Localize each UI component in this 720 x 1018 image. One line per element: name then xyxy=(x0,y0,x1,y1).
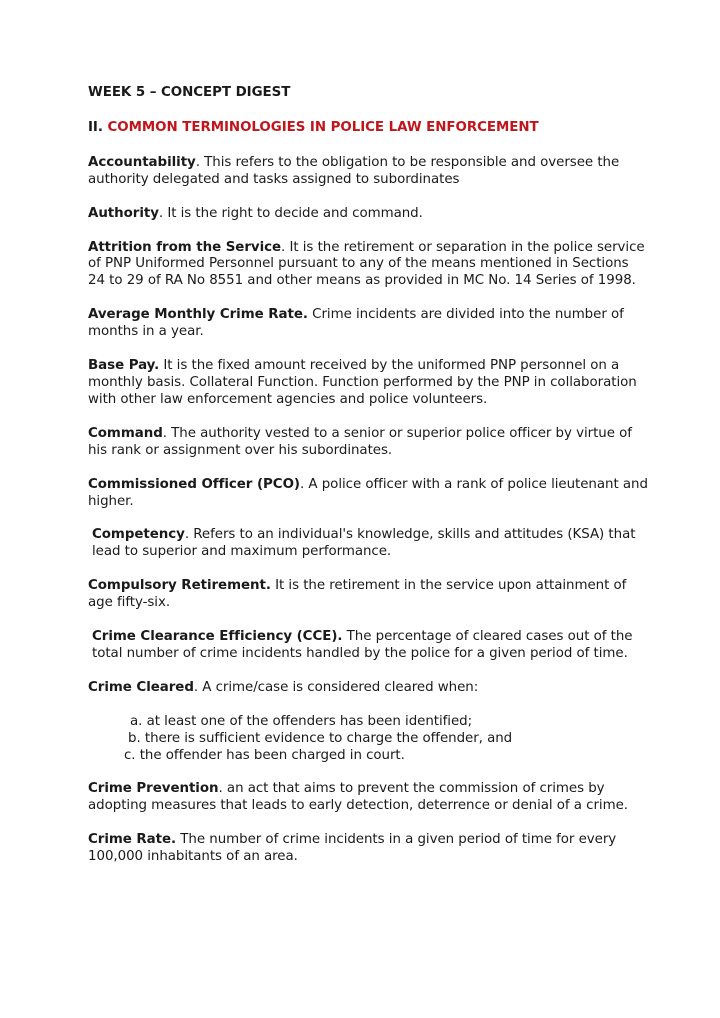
entry-compulsory-retirement xyxy=(88,578,648,612)
crime-cleared-list xyxy=(88,714,648,765)
entry-term: Crime Prevention xyxy=(88,781,219,797)
section-title: COMMON TERMINOLOGIES IN POLICE LAW ENFORCEMENT xyxy=(107,119,539,135)
entry-term: Average Monthly Crime Rate. xyxy=(88,307,308,323)
entry-average-monthly-crime-rate xyxy=(88,307,648,341)
entry-crime-rate xyxy=(88,832,648,866)
list-item: b. there is sufficient evidence to charge the offender, and xyxy=(128,730,513,746)
entry-definition: . Refers to an individual's knowledge, skills and attitudes (KSA) that lead to superior and maximum performance. xyxy=(92,527,636,560)
entry-definition: . This refers to the obligation to be responsible and oversee the authority delegated and tasks assigned to subordinates xyxy=(88,154,620,187)
entry-term: Compulsory Retirement. xyxy=(88,578,271,594)
entry-base-pay xyxy=(88,358,648,409)
entry-definition: . A police officer with a rank of police lieutenant and higher. xyxy=(88,476,648,509)
entry-crime-prevention xyxy=(88,781,648,815)
section-heading xyxy=(88,120,648,137)
entry-term: Competency xyxy=(92,527,185,543)
entry-crime-clearance-efficiency xyxy=(88,629,648,663)
entry-definition: . The authority vested to a senior or superior police officer by virtue of his rank or assignment over his subordinates. xyxy=(88,425,632,458)
entry-term: Crime Clearance Efficiency (CCE). xyxy=(92,629,343,645)
entry-term: Authority xyxy=(88,205,159,221)
entry-term: Crime Cleared xyxy=(88,679,194,695)
entry-definition: The number of crime incidents in a given period of time for every 100,000 inhabitants of an area. xyxy=(88,832,617,865)
entry-crime-cleared xyxy=(88,680,648,697)
entry-term: Base Pay. xyxy=(88,358,160,374)
entry-definition: . A crime/case is considered cleared when: xyxy=(193,679,479,695)
entry-term: Accountability xyxy=(88,154,196,170)
section-numeral: II. xyxy=(88,119,108,135)
list-item: c. the offender has been charged in court. xyxy=(124,747,405,763)
entry-accountability xyxy=(88,155,648,189)
entry-term: Commissioned Officer (PCO) xyxy=(88,476,300,492)
entry-authority xyxy=(88,206,648,223)
entry-definition: . It is the retirement or separation in the police service of PNP Uniformed Personnel pursuant to any of the means mentioned in Sections 24 to 29 of RA No 8551 and other means as provided in MC No. 14 Series of 1998. xyxy=(88,239,645,289)
entry-term: Attrition from the Service xyxy=(88,239,282,255)
document-page xyxy=(88,85,648,883)
entry-term: Command xyxy=(88,425,163,441)
entry-commissioned-officer xyxy=(88,477,648,511)
entry-definition: . an act that aims to prevent the commission of crimes by adopting measures that leads to early detection, deterrence or denial of a crime. xyxy=(88,781,628,814)
list-item: a. at least one of the offenders has been identified; xyxy=(130,713,473,729)
entry-definition: It is the fixed amount received by the uniformed PNP personnel on a monthly basis. Collateral Function. Function performed by the PNP in collaboration with other law enforcement agencies and police volunteers. xyxy=(88,358,637,407)
entry-definition: . It is the right to decide and command. xyxy=(158,205,423,221)
entry-command xyxy=(88,426,648,460)
entry-definition: Crime incidents are divided into the number of months in a year. xyxy=(88,307,624,340)
entry-term: Crime Rate. xyxy=(88,832,177,848)
document-title: WEEK 5 – CONCEPT DIGEST xyxy=(88,85,291,100)
entry-competency xyxy=(88,527,648,561)
entry-definition: It is the retirement in the service upon attainment of age fifty-six. xyxy=(88,578,627,611)
entry-attrition xyxy=(88,240,648,291)
entry-definition: The percentage of cleared cases out of the total number of crime incidents handled by the police for a given period of time. xyxy=(92,629,633,661)
